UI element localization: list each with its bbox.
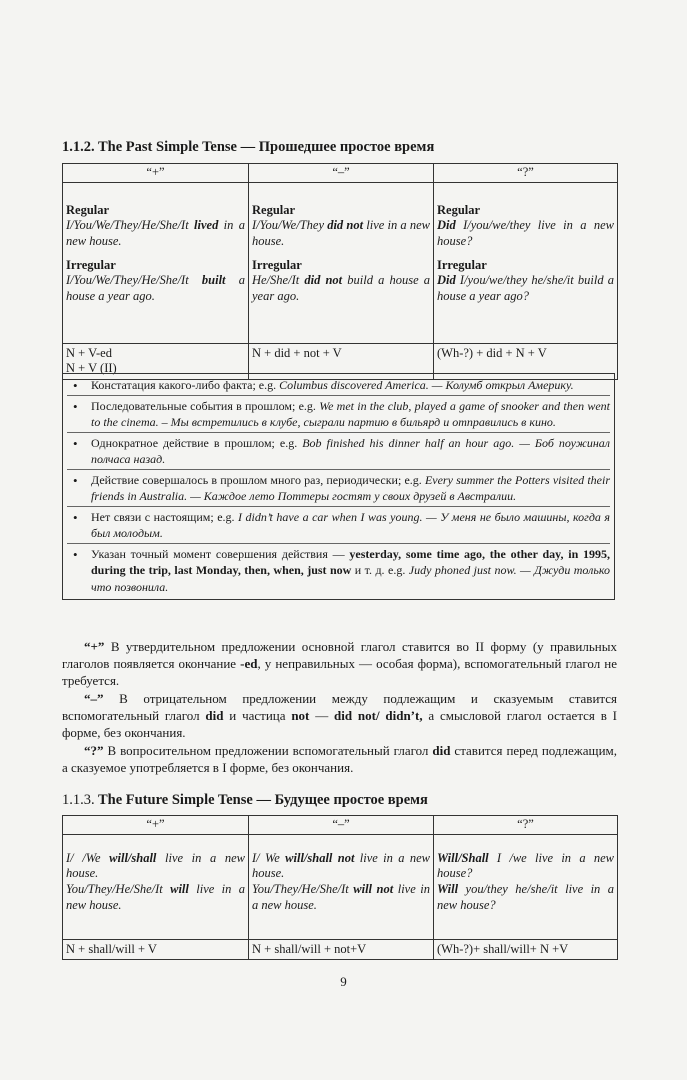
example-text: Did I/you/we/they live in a new house? [437,218,614,248]
past-affirmative-cell [63,182,249,343]
future-affirmative-formula: N + shall/will + V [63,939,249,960]
past-simple-heading [62,138,434,156]
list-item: • Указан точный момент совершения действия — yesterday, some time ago, the other day, in 1995, during the trip, last Monday, then, when, just now и т. д. e.g. Judy phoned just now. — Джуди только что позвонила. [73,546,611,595]
future-question-formula: (Wh-?)+ shall/will+ N +V [434,939,618,960]
past-heading-number: 1.1.2. [62,139,95,155]
past-question-cell [434,182,618,343]
example-text: I/ /We will/shall live in a new house. [66,850,246,881]
regular-label: Regular [437,202,481,217]
bullet-icon: • [73,378,78,393]
table-header-row [63,816,618,835]
bullet-icon: • [73,546,78,562]
paragraph-question: “?” В вопросительном предложении вспомогательный глагол did ставится перед подлежащим, а сказуемое употребляется в I форме, без окончания. [62,743,618,776]
irregular-label: Irregular [437,257,487,272]
example-text: I/You/We/They/He/She/It built a house a year ago. [66,273,245,303]
column-question: “?” [434,816,618,835]
future-negative-formula: N + shall/will + not+V [249,939,434,960]
regular-label: Regular [252,202,296,217]
bullet-icon: • [73,435,78,451]
future-simple-table [62,815,618,960]
usage-list [62,373,615,600]
example-text: Did I/you/we/they he/she/it build a house a year ago? [437,273,614,303]
example-text: I/You/We/They/He/She/It lived in a new house. [66,218,245,248]
example-text: He/She/It did not build a house a year ago. [252,273,430,303]
irregular-label: Irregular [252,257,302,272]
column-question: “?” [434,164,618,183]
list-item: • Нет связи с настоящим; e.g. I didn’t have a car when I was young. — У меня не было машины, когда я был молодым. [67,509,610,544]
bullet-icon: • [73,472,78,488]
past-affirmative-formula: N + V-ed N + V (II) [63,343,249,379]
table-row-examples [63,834,618,939]
example-text: You/They/He/She/It will not live in a new house. [252,881,430,912]
future-affirmative-cell [63,834,249,939]
past-question-formula: (Wh-?) + did + N + V [434,343,618,379]
example-text: I/ We will/shall not live in a new house. [252,850,430,881]
future-simple-heading [62,791,428,809]
past-negative-formula: N + did + not + V [249,343,434,379]
irregular-label: Irregular [66,257,116,272]
future-heading-number: 1.1.3. [62,792,95,808]
example-text: Will/Shall I /we live in a new house? [437,850,614,881]
past-negative-cell [249,182,434,343]
paragraph-negative: “–” В отрицательном предложении между подлежащим и сказуемым ставится вспомогательный глагол did и частица not — did not/ didn’t, а смысловой глагол остается в I форме, без окончания. [62,691,617,741]
column-negative: “–” [249,164,434,183]
page-number: 9 [340,974,347,989]
future-question-cell [434,834,618,939]
regular-label: Regular [66,202,110,217]
example-text: You/They/He/She/It will live in a new house. [66,881,245,912]
future-negative-cell [249,834,434,939]
example-text: Will you/they he/she/it live in a new house? [437,881,614,912]
list-item: • Однократное действие в прошлом; e.g. Bob finished his dinner half an hour ago. — Боб поужинал полчаса назад. [67,435,610,470]
table-header-row [63,164,618,183]
list-item: • Действие совершалось в прошлом много раз, периодически; e.g. Every summer the Potters visited their friends in Australia. — Каждое лето Поттеры гостят у своих друзей в Австралии. [67,472,610,507]
bullet-icon: • [73,509,78,525]
example-text: I/You/We/They did not live in a new house. [252,218,431,248]
list-item: • Последовательные события в прошлом; e.g. We met in the club, played a game of snooker and then went to the cinema. – Мы встретились в клубе, сыграли партию в бильярд и отправились в кино. [67,398,610,433]
bullet-icon: • [73,398,78,414]
past-simple-table [62,163,618,380]
column-negative: “–” [249,816,434,835]
table-row-examples [63,182,618,343]
column-affirmative: “+” [63,816,249,835]
column-affirmative: “+” [63,164,249,183]
list-item: • Констатация какого-либо факта; e.g. Columbus discovered America. — Колумб открыл Америку. [67,377,610,396]
paragraph-affirmative: “+” В утвердительном предложении основной глагол ставится во II форму (у правильных глаголов появляется окончание -ed, у неправильных — особая форма), вспомогательный глагол не требуется. [62,639,618,689]
past-heading-text: The Past Simple Tense — Прошедшее простое время [98,139,435,155]
future-heading-text: The Future Simple Tense — Будущее простое время [98,792,428,808]
table-row-formulas [63,939,618,960]
